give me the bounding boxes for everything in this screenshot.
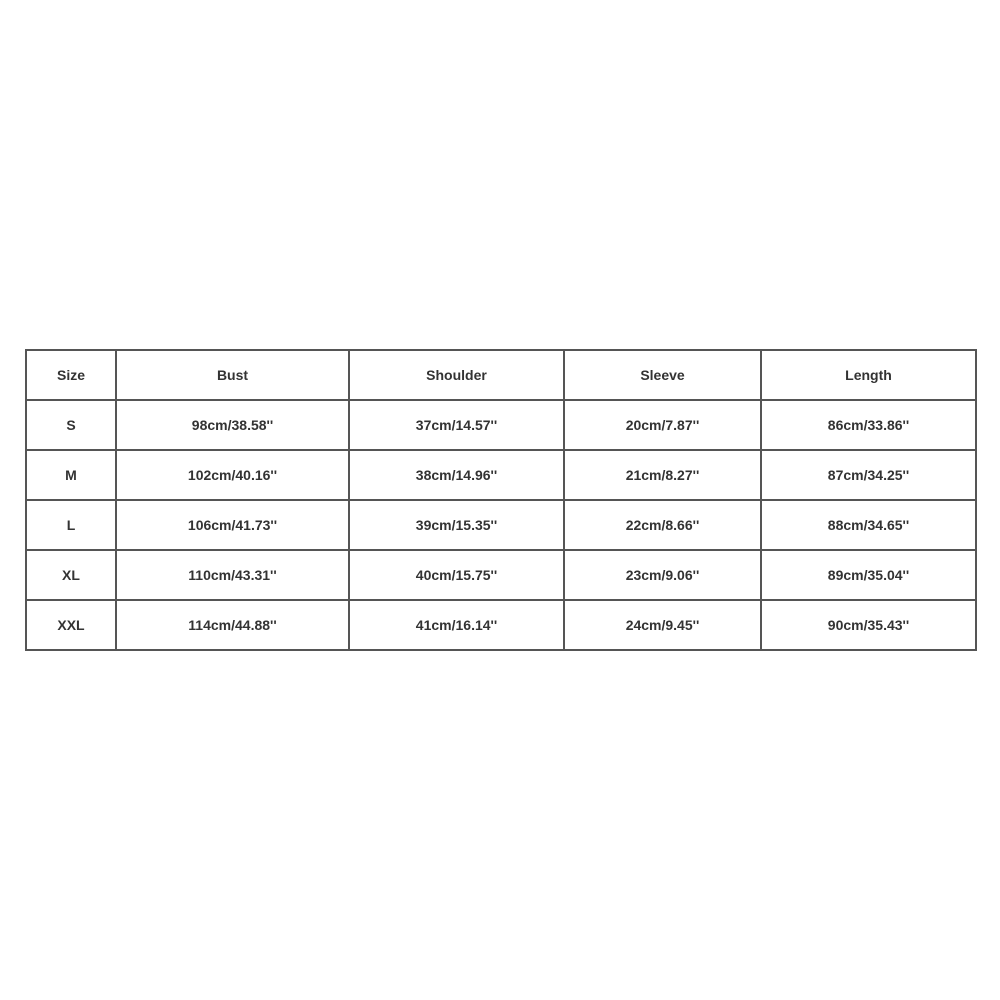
cell-size: M bbox=[26, 450, 116, 500]
cell-bust: 102cm/40.16'' bbox=[116, 450, 349, 500]
cell-size: L bbox=[26, 500, 116, 550]
cell-size: XXL bbox=[26, 600, 116, 650]
cell-shoulder: 38cm/14.96'' bbox=[349, 450, 564, 500]
cell-bust: 110cm/43.31'' bbox=[116, 550, 349, 600]
cell-size: S bbox=[26, 400, 116, 450]
cell-length: 88cm/34.65'' bbox=[761, 500, 976, 550]
cell-bust: 106cm/41.73'' bbox=[116, 500, 349, 550]
cell-sleeve: 22cm/8.66'' bbox=[564, 500, 761, 550]
header-bust: Bust bbox=[116, 350, 349, 400]
size-chart-table bbox=[25, 349, 977, 651]
cell-length: 89cm/35.04'' bbox=[761, 550, 976, 600]
cell-sleeve: 21cm/8.27'' bbox=[564, 450, 761, 500]
table-row bbox=[26, 550, 976, 600]
cell-shoulder: 39cm/15.35'' bbox=[349, 500, 564, 550]
header-size: Size bbox=[26, 350, 116, 400]
cell-shoulder: 40cm/15.75'' bbox=[349, 550, 564, 600]
cell-sleeve: 23cm/9.06'' bbox=[564, 550, 761, 600]
table-header-row bbox=[26, 350, 976, 400]
table-row bbox=[26, 500, 976, 550]
cell-sleeve: 24cm/9.45'' bbox=[564, 600, 761, 650]
cell-shoulder: 41cm/16.14'' bbox=[349, 600, 564, 650]
cell-length: 86cm/33.86'' bbox=[761, 400, 976, 450]
cell-length: 87cm/34.25'' bbox=[761, 450, 976, 500]
header-sleeve: Sleeve bbox=[564, 350, 761, 400]
cell-bust: 98cm/38.58'' bbox=[116, 400, 349, 450]
cell-size: XL bbox=[26, 550, 116, 600]
cell-bust: 114cm/44.88'' bbox=[116, 600, 349, 650]
table-row bbox=[26, 450, 976, 500]
header-length: Length bbox=[761, 350, 976, 400]
table-row bbox=[26, 400, 976, 450]
table-row bbox=[26, 600, 976, 650]
cell-shoulder: 37cm/14.57'' bbox=[349, 400, 564, 450]
cell-length: 90cm/35.43'' bbox=[761, 600, 976, 650]
cell-sleeve: 20cm/7.87'' bbox=[564, 400, 761, 450]
header-shoulder: Shoulder bbox=[349, 350, 564, 400]
